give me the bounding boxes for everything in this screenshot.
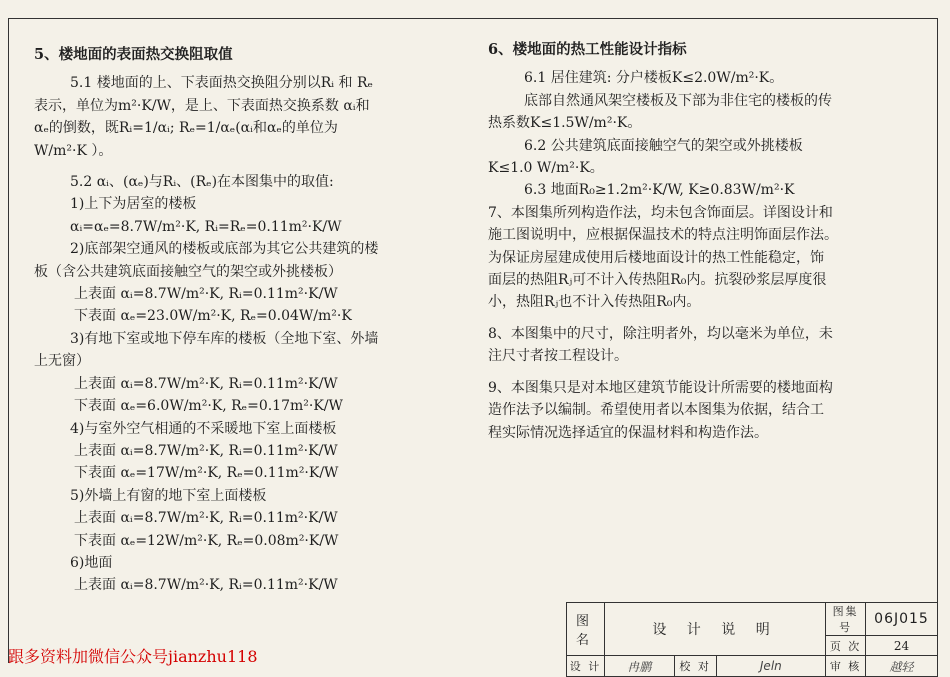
- case-2-title-line-1: 2)底部架空通风的楼板或底部为其它公共建筑的楼: [70, 241, 379, 258]
- section-9-line-2: 造作法予以编制。希望使用者以本图集为依据，结合工: [488, 402, 824, 419]
- section-7-line-4: 面层的热阻Rⱼ可不计入传热阻R₀内。抗裂砂浆层厚度很: [488, 272, 827, 289]
- case-5-title: 5)外墙上有窗的地下室上面楼板: [70, 487, 267, 504]
- case-3-title-line-1: 3)有地下室或地下停车库的楼板（全地下室、外墙: [70, 330, 379, 347]
- case-4-lower: 下表面 αₑ=17W/m²·K, Rₑ=0.11m²·K/W: [74, 465, 339, 482]
- section-7-line-2: 施工图说明中，应根据保温技术的特点注明饰面层作法。: [488, 227, 838, 244]
- section-8-line-1: 8、本图集中的尺寸，除注明者外，均以毫米为单位，未: [488, 325, 833, 342]
- section-7-line-5: 小，热阻Rⱼ也不计入传热阻R₀内。: [488, 294, 701, 311]
- section-6-1-line-2: 底部自然通风架空楼板及下部为非住宅的楼板的传: [524, 92, 832, 109]
- right-column: [488, 39, 898, 444]
- check-label: 校 对: [674, 656, 716, 677]
- atlas-number-label: 图集号: [826, 603, 866, 636]
- case-1-title: 1)上下为居室的楼板: [70, 196, 197, 213]
- section-5-1-line-2: 表示，单位为m²·K/W，是上、下表面热交换系数 αᵢ和: [34, 97, 370, 114]
- drawing-name-label: 图 名: [567, 603, 605, 656]
- case-6-upper: 上表面 αᵢ=8.7W/m²·K, Rᵢ=0.11m²·K/W: [74, 577, 338, 594]
- section-5-1-line-4: W/m²·K ）。: [34, 142, 113, 159]
- section-6-1-line-3: 热系数K≤1.5W/m²·K。: [488, 115, 642, 132]
- page-number: 24: [866, 636, 938, 656]
- section-5-heading: 5、楼地面的表面热交换阻取值: [34, 46, 233, 63]
- section-6-heading: 6、楼地面的热工性能设计指标: [488, 41, 687, 58]
- section-7-line-3: 为保证房屋建成使用后楼地面设计的热工性能稳定，饰: [488, 249, 824, 266]
- section-6-2-line-2: K≤1.0 W/m²·K。: [488, 160, 604, 177]
- section-5-1-line-3: αₑ的倒数，既Rᵢ=1/αᵢ; Rₑ=1/αₑ(αᵢ和αₑ的单位为: [34, 120, 338, 137]
- title-block: [566, 602, 938, 677]
- section-7-line-1: 7、本图集所列构造作法，均未包含饰面层。详图设计和: [488, 204, 833, 221]
- case-2-title-line-2: 板（含公共建筑底面接触空气的架空或外挑楼板）: [34, 263, 342, 280]
- case-5-lower: 下表面 αₑ=12W/m²·K, Rₑ=0.08m²·K/W: [74, 532, 339, 549]
- review-label: 审 核: [826, 656, 866, 677]
- case-4-title: 4)与室外空气相通的不采暖地下室上面楼板: [70, 420, 337, 437]
- design-signature: 冉鹏: [604, 656, 674, 677]
- review-signature: 越轻: [866, 656, 938, 677]
- section-9-line-3: 程实际情况选择适宜的保温材料和构造作法。: [488, 424, 768, 441]
- section-9-line-1: 9、本图集只是对本地区建筑节能设计所需要的楼地面构: [488, 379, 833, 396]
- section-6-3: 6.3 地面R₀≥1.2m²·K/W, K≥0.83W/m²·K: [524, 182, 795, 199]
- case-2-upper: 上表面 αᵢ=8.7W/m²·K, Rᵢ=0.11m²·K/W: [74, 286, 338, 303]
- section-6-1-line-1: 6.1 居住建筑: 分户楼板K≤2.0W/m²·K。: [524, 70, 784, 87]
- drawing-name: 设 计 说 明: [604, 603, 825, 656]
- case-3-upper: 上表面 αᵢ=8.7W/m²·K, Rᵢ=0.11m²·K/W: [74, 375, 338, 392]
- watermark-text: 跟多资料加微信公众号jianzhu118: [8, 647, 258, 666]
- case-3-title-line-2: 上无窗）: [34, 353, 90, 370]
- atlas-number: 06J015: [866, 603, 938, 636]
- design-label: 设 计: [567, 656, 605, 677]
- check-signature: Jeln: [716, 656, 826, 677]
- section-6-2-line-1: 6.2 公共建筑底面接触空气的架空或外挑楼板: [524, 137, 803, 154]
- section-5-1-line-1: 5.1 楼地面的上、下表面热交换阻分别以Rᵢ 和 Rₑ: [70, 75, 373, 92]
- case-6-title: 6)地面: [70, 554, 113, 571]
- section-8-line-2: 注尺寸者按工程设计。: [488, 348, 628, 365]
- case-4-upper: 上表面 αᵢ=8.7W/m²·K, Rᵢ=0.11m²·K/W: [74, 442, 338, 459]
- left-column: [34, 44, 444, 597]
- case-3-lower: 下表面 αₑ=6.0W/m²·K, Rₑ=0.17m²·K/W: [74, 398, 343, 415]
- section-5-2-heading: 5.2 αᵢ、(αₑ)与Rᵢ、(Rₑ)在本图集中的取值:: [70, 174, 334, 191]
- case-2-lower: 下表面 αₑ=23.0W/m²·K, Rₑ=0.04W/m²·K: [74, 308, 352, 325]
- case-1-values: αᵢ=αₑ=8.7W/m²·K, Rᵢ=Rₑ=0.11m²·K/W: [70, 218, 342, 235]
- case-5-upper: 上表面 αᵢ=8.7W/m²·K, Rᵢ=0.11m²·K/W: [74, 510, 338, 527]
- page-label: 页 次: [826, 636, 866, 656]
